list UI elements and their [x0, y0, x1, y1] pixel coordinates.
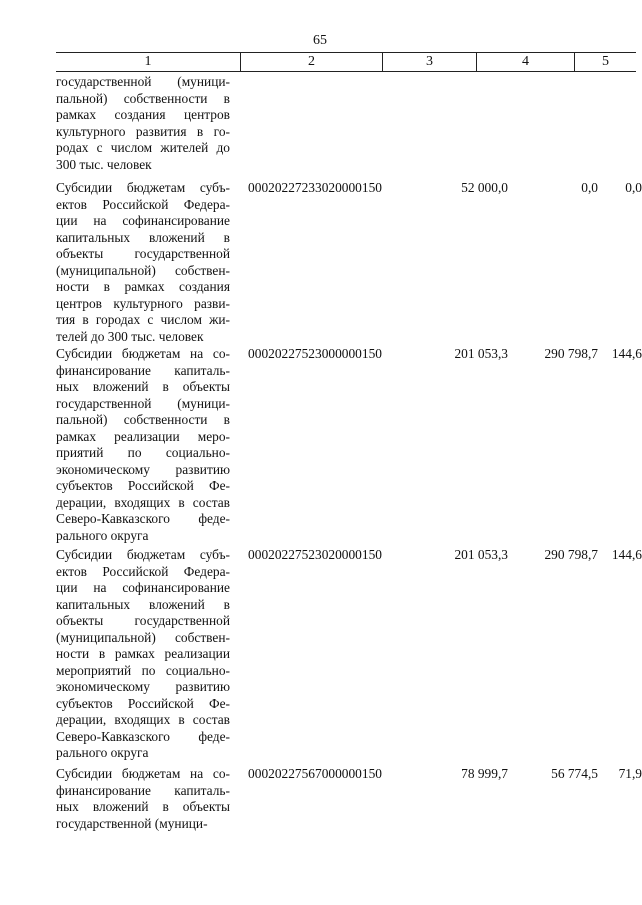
row-code: 00020227523000000150 [248, 346, 382, 361]
description-line: субъектов Российской Фе- [56, 695, 230, 711]
row-value-5: 144,6 [611, 547, 642, 562]
column-header-4: 4 [476, 53, 574, 71]
table-header [56, 52, 636, 72]
description-line: Субсидии бюджетам на со- [56, 766, 230, 781]
row-code: 00020227567000000150 [248, 766, 382, 781]
description-line: объекты государственной [56, 246, 230, 261]
row-description [56, 74, 230, 173]
column-header-5: 5 [574, 53, 636, 71]
description-line: пальной) собственности в [56, 90, 230, 106]
description-line: ции на софинансирование [56, 213, 230, 228]
description-line: 300 тыс. человек [56, 156, 152, 172]
description-line: рального округа [56, 527, 149, 543]
description-line: дерации, входящих в состав [56, 494, 230, 510]
description-line: ектов Российской Федера- [56, 563, 230, 579]
description-line: капитальных вложений в [56, 596, 230, 612]
row-description [56, 547, 230, 762]
column-header-2: 2 [240, 53, 382, 71]
description-line: Северо-Кавказского феде- [56, 728, 230, 744]
description-line: родах с числом жителей до [56, 140, 230, 155]
description-line: Субсидии бюджетам субъ- [56, 180, 230, 195]
description-line: мероприятий по социально- [56, 662, 230, 678]
row-value-5: 71,9 [618, 766, 642, 781]
row-description [56, 180, 230, 345]
page-number: 65 [313, 33, 327, 48]
row-value-4: 0,0 [581, 180, 598, 195]
row-value-4: 290 798,7 [544, 547, 598, 562]
description-line: экономическому развитию [56, 679, 230, 694]
description-line: ности в рамках создания [56, 279, 230, 294]
description-line: рамках реализации меро- [56, 428, 230, 444]
description-line: финансирование капиталь- [56, 362, 230, 378]
row-value-5: 144,6 [611, 346, 642, 361]
description-line: финансирование капиталь- [56, 782, 230, 798]
description-line: государственной (муници- [56, 395, 230, 411]
row-value-4: 56 774,5 [551, 766, 598, 781]
row-code: 00020227523020000150 [248, 547, 382, 562]
column-header-3: 3 [382, 53, 476, 71]
description-line: государственной (муници- [56, 815, 208, 831]
description-line: приятий по социально- [56, 445, 230, 460]
description-line: капитальных вложений в [56, 229, 230, 245]
column-header-1: 1 [144, 54, 152, 69]
row-description [56, 346, 230, 544]
description-line: (муниципальной) собствен- [56, 262, 230, 278]
description-line: ции на софинансирование [56, 580, 230, 595]
description-line: ных вложений в объекты [56, 799, 230, 814]
description-line: пальной) собственности в [56, 412, 230, 427]
row-description [56, 766, 230, 832]
description-line: государственной (муници- [56, 74, 230, 89]
description-line: тия в городах с числом жи- [56, 312, 230, 327]
description-line: (муниципальной) собствен- [56, 629, 230, 645]
row-value-4: 290 798,7 [544, 346, 598, 361]
description-line: рального округа [56, 745, 149, 760]
description-line: Субсидии бюджетам субъ- [56, 547, 230, 562]
description-line: ности в рамках реализации [56, 646, 230, 661]
description-line: дерации, входящих в состав [56, 712, 230, 727]
row-value-5: 0,0 [625, 180, 642, 195]
description-line: субъектов Российской Фе- [56, 478, 230, 493]
description-line: ных вложений в объекты [56, 379, 230, 394]
description-line: телей до 300 тыс. человек [56, 328, 204, 344]
description-line: экономическому развитию [56, 461, 230, 477]
description-line: рамках создания центров [56, 107, 230, 122]
row-value-3: 52 000,0 [461, 180, 508, 195]
description-line: центров культурного разви- [56, 295, 230, 311]
row-value-3: 78 999,7 [461, 766, 508, 781]
row-value-3: 201 053,3 [454, 346, 508, 361]
row-value-3: 201 053,3 [454, 547, 508, 562]
description-line: Северо-Кавказского феде- [56, 511, 230, 526]
description-line: объекты государственной [56, 613, 230, 628]
description-line: Субсидии бюджетам на со- [56, 346, 230, 361]
description-line: культурного развития в го- [56, 123, 230, 139]
description-line: ектов Российской Федера- [56, 196, 230, 212]
row-code: 00020227233020000150 [248, 180, 382, 195]
